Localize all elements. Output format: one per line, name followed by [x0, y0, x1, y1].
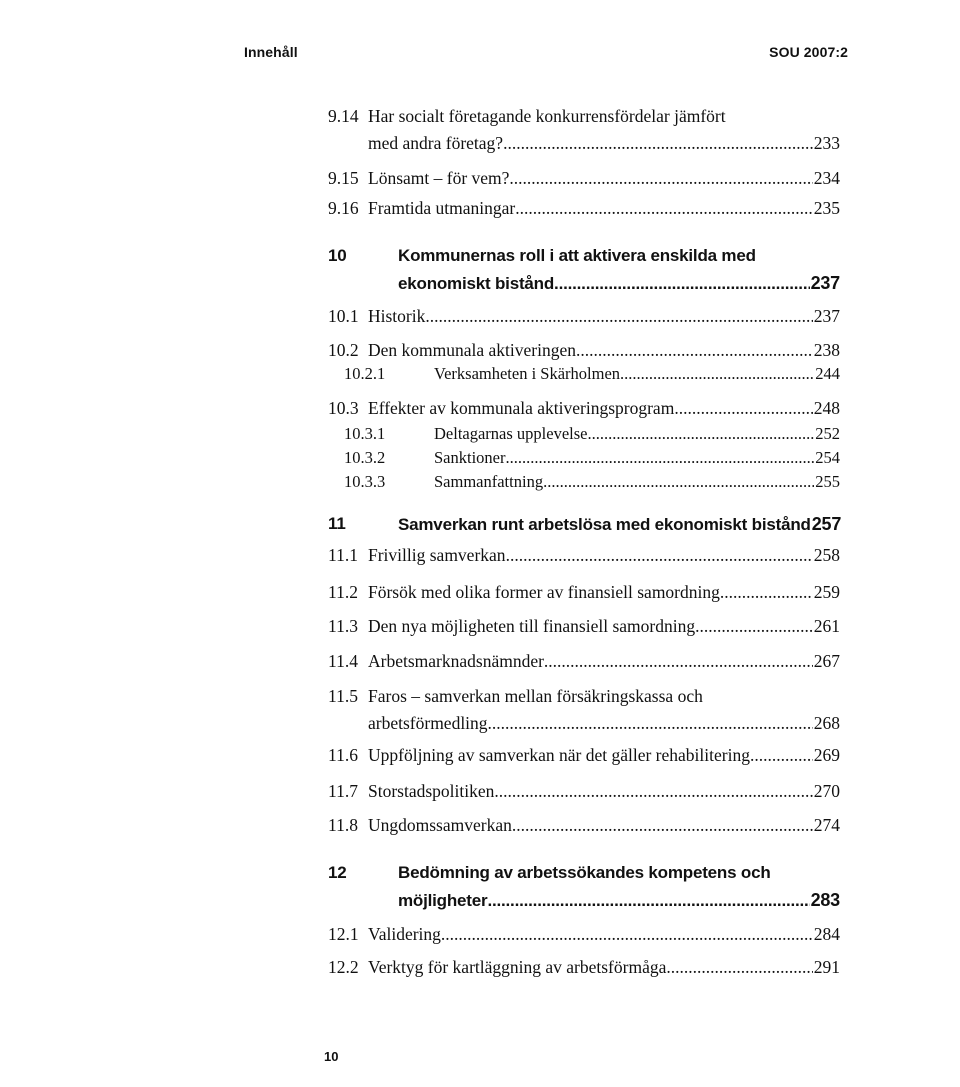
page-number: 10	[324, 1049, 339, 1064]
toc-entry-page: 235	[813, 198, 840, 218]
toc-entry-number: 9.16	[328, 198, 359, 218]
dot-leader	[543, 472, 814, 492]
toc-entry-page: 274	[813, 815, 840, 835]
toc-entry-title: Kommunernas roll i att aktivera enskilda med	[398, 246, 756, 265]
dot-leader	[576, 340, 813, 361]
dot-leader	[506, 448, 815, 468]
toc-entry-page: 237	[813, 306, 840, 326]
toc-entry-page: 269	[813, 745, 840, 765]
dot-leader	[695, 616, 813, 637]
toc-entry-number: 9.14	[328, 106, 359, 126]
toc-entry-number: 10.3	[328, 398, 359, 418]
toc-entry-title: Faros – samverkan mellan försäkringskassa och	[368, 686, 703, 706]
toc-entry-page: 244	[815, 364, 840, 383]
toc-entry-title: ekonomiskt bistånd	[398, 274, 555, 293]
toc-entry-title: Storstadspolitiken	[368, 781, 495, 801]
toc-entry-page: 254	[815, 448, 840, 467]
toc-entry-title: Samverkan runt arbetslösa med ekonomiskt bistånd	[398, 515, 811, 534]
toc-entry-title: Uppföljning av samverkan när det gäller rehabilitering	[368, 745, 750, 765]
toc-entry-title: Lönsamt – för vem?	[368, 168, 510, 188]
toc-entry-title: Ungdomssamverkan	[368, 815, 512, 835]
toc-entry-page: 258	[813, 545, 840, 565]
toc-entry-number: 11.6	[328, 745, 358, 765]
toc-entry-number: 12.2	[328, 957, 359, 977]
dot-leader	[488, 713, 813, 734]
toc-entry-page: 291	[813, 957, 840, 977]
toc-entry-number: 9.15	[328, 168, 359, 188]
toc-entry-title: Arbetsmarknadsnämnder	[368, 651, 544, 671]
toc-entry-page: 284	[813, 924, 840, 944]
dot-leader	[666, 957, 812, 978]
dot-leader	[494, 781, 812, 802]
dot-leader	[720, 582, 813, 603]
toc-entry-number: 11.7	[328, 781, 358, 801]
dot-leader	[587, 424, 814, 444]
toc-entry-number: 11.5	[328, 686, 358, 706]
toc-entry-title: Verktyg för kartläggning av arbetsförmåga	[368, 957, 667, 977]
dot-leader	[487, 891, 809, 911]
dot-leader	[509, 168, 812, 189]
toc-entry-title: Sammanfattning	[434, 472, 544, 491]
toc-entry-number: 11.4	[328, 651, 358, 671]
toc-entry-number: 10.3.3	[344, 472, 386, 491]
toc-entry-number: 10.2	[328, 340, 359, 360]
toc-entry-page: 248	[813, 398, 840, 418]
toc-entry-title: Den nya möjligheten till finansiell samordning	[368, 616, 696, 636]
toc-entry-number: 11.1	[328, 545, 358, 565]
toc-entry-title: Frivillig samverkan	[368, 545, 506, 565]
toc-entry-number: 11	[328, 514, 346, 533]
toc-entry-page: 257	[811, 514, 842, 534]
running-header-left: Innehåll	[244, 44, 298, 60]
toc-entry-number: 11.2	[328, 582, 358, 602]
toc-entry-title: med andra företag?	[368, 133, 504, 153]
toc-entry-title: Deltagarnas upplevelse	[434, 424, 588, 443]
toc-entry-page: 268	[813, 713, 840, 733]
toc-entry-number: 12.1	[328, 924, 359, 944]
dot-leader	[544, 651, 813, 672]
toc-entry-number: 10.3.1	[344, 424, 386, 443]
toc-entry-number: 10.3.2	[344, 448, 386, 467]
toc-entry-title: arbetsförmedling	[368, 713, 488, 733]
toc-entry-title: Framtida utmaningar	[368, 198, 516, 218]
toc-entry-title: Effekter av kommunala aktiveringsprogram	[368, 398, 675, 418]
toc-entry-title: Sanktioner	[434, 448, 506, 467]
dot-leader	[620, 364, 814, 384]
toc-entry-title: möjligheter	[398, 891, 488, 910]
toc-entry-title: Bedömning av arbetssökandes kompetens och	[398, 863, 771, 882]
toc-entry-number: 11.3	[328, 616, 358, 636]
toc-entry-page: 259	[813, 582, 840, 602]
dot-leader	[674, 398, 812, 419]
toc-entry-title: Verksamheten i Skärholmen	[434, 364, 621, 383]
toc-entry-number: 12	[328, 863, 347, 882]
toc-entry-page: 233	[813, 133, 840, 153]
toc-entry-page: 267	[813, 651, 840, 671]
dot-leader	[515, 198, 812, 219]
toc-entry-number: 10.1	[328, 306, 359, 326]
toc-entry-number: 11.8	[328, 815, 358, 835]
running-header-right: SOU 2007:2	[769, 44, 848, 60]
toc-entry-page: 237	[810, 273, 840, 293]
dot-leader	[506, 545, 813, 566]
toc-entry-number: 10.2.1	[344, 364, 386, 383]
toc-entry-page: 234	[813, 168, 840, 188]
toc-entry-number: 10	[328, 246, 347, 265]
toc-entry-title: Försök med olika former av finansiell samordning	[368, 582, 720, 602]
toc-entry-page: 261	[813, 616, 840, 636]
dot-leader	[441, 924, 813, 945]
toc-entry-title: Validering	[368, 924, 441, 944]
toc-entry-page: 252	[815, 424, 840, 443]
toc-entry-title: Den kommunala aktiveringen	[368, 340, 576, 360]
dot-leader	[512, 815, 813, 836]
toc-entry-page: 238	[813, 340, 840, 360]
dot-leader	[554, 274, 810, 294]
toc-entry-page: 283	[810, 890, 840, 910]
dot-leader	[425, 306, 812, 327]
toc-entry-title: Historik	[368, 306, 426, 326]
toc-entry-title: Har socialt företagande konkurrensfördelar jämfört	[368, 106, 726, 126]
dot-leader	[503, 133, 813, 154]
dot-leader	[750, 745, 813, 766]
toc-entry-page: 255	[815, 472, 840, 491]
toc-entry-page: 270	[813, 781, 840, 801]
